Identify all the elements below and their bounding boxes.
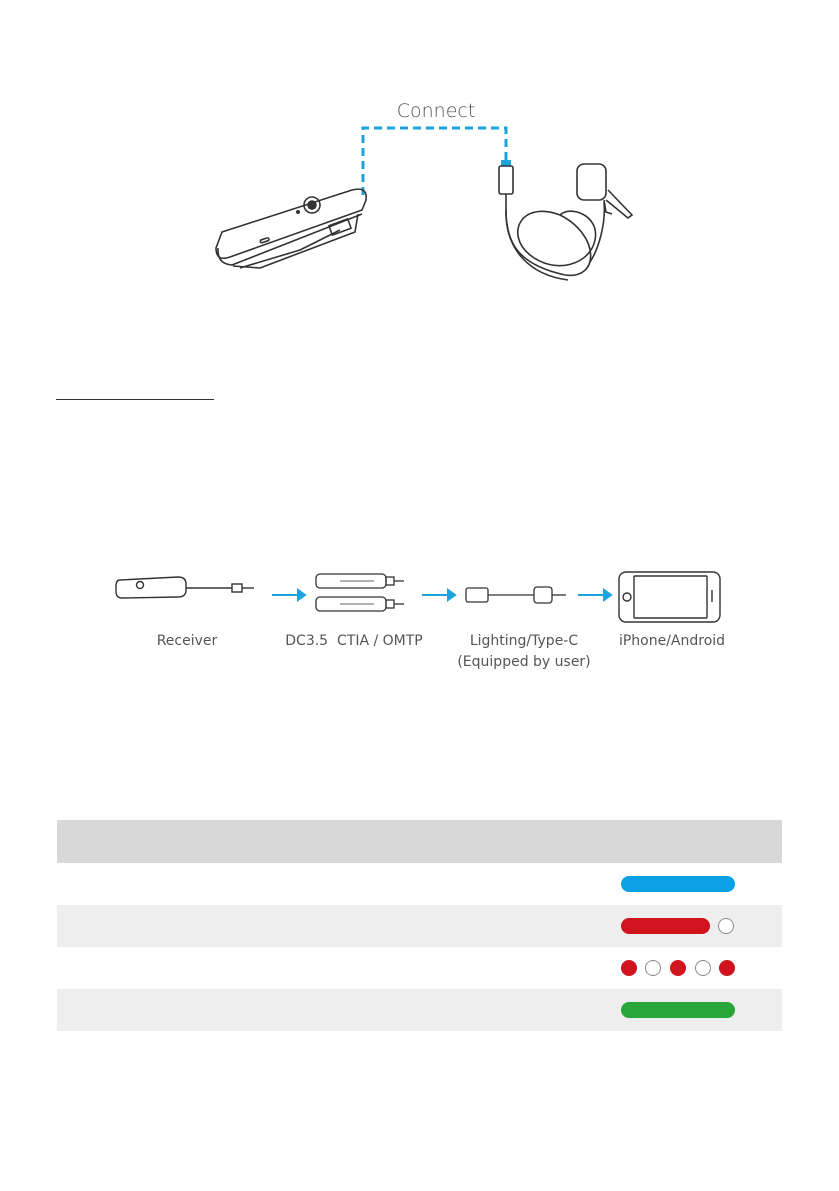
connect-label: Connect xyxy=(396,100,476,122)
adapter-icon xyxy=(316,574,404,611)
caption-cable: Lighting/Type-C (Equipped by user) xyxy=(457,633,591,670)
receiver-icon xyxy=(116,577,254,598)
indicator-blink-red xyxy=(621,947,781,989)
led-off-dot xyxy=(718,918,734,934)
led-bar xyxy=(621,876,735,892)
phone-icon xyxy=(619,572,720,622)
status-table xyxy=(57,820,782,1031)
led-on-dot xyxy=(719,960,735,976)
wiring-diagram xyxy=(0,560,839,630)
lavalier-mic-icon xyxy=(499,160,632,280)
indicator-red-then-off xyxy=(621,905,781,947)
table-row xyxy=(57,905,782,947)
table-row xyxy=(57,989,782,1031)
caption-receiver: Receiver xyxy=(156,633,218,649)
section-divider xyxy=(56,399,214,400)
table-row xyxy=(57,947,782,989)
caption-phone: iPhone/Android xyxy=(618,633,726,649)
led-on-dot xyxy=(670,960,686,976)
indicator-solid-green xyxy=(621,989,781,1031)
led-on-dot xyxy=(621,960,637,976)
connect-dashed-line xyxy=(363,128,506,195)
caption-adapter: DC3.5 CTIA / OMTP xyxy=(285,633,423,649)
led-off-dot xyxy=(645,960,661,976)
led-bar xyxy=(621,1002,735,1018)
cable-icon xyxy=(466,587,566,603)
transmitter-clip-icon xyxy=(216,189,366,268)
connect-diagram xyxy=(0,0,839,300)
table-row xyxy=(57,863,782,905)
led-off-dot xyxy=(695,960,711,976)
table-header xyxy=(57,820,782,863)
indicator-solid-blue xyxy=(621,863,781,905)
led-bar xyxy=(621,918,710,934)
